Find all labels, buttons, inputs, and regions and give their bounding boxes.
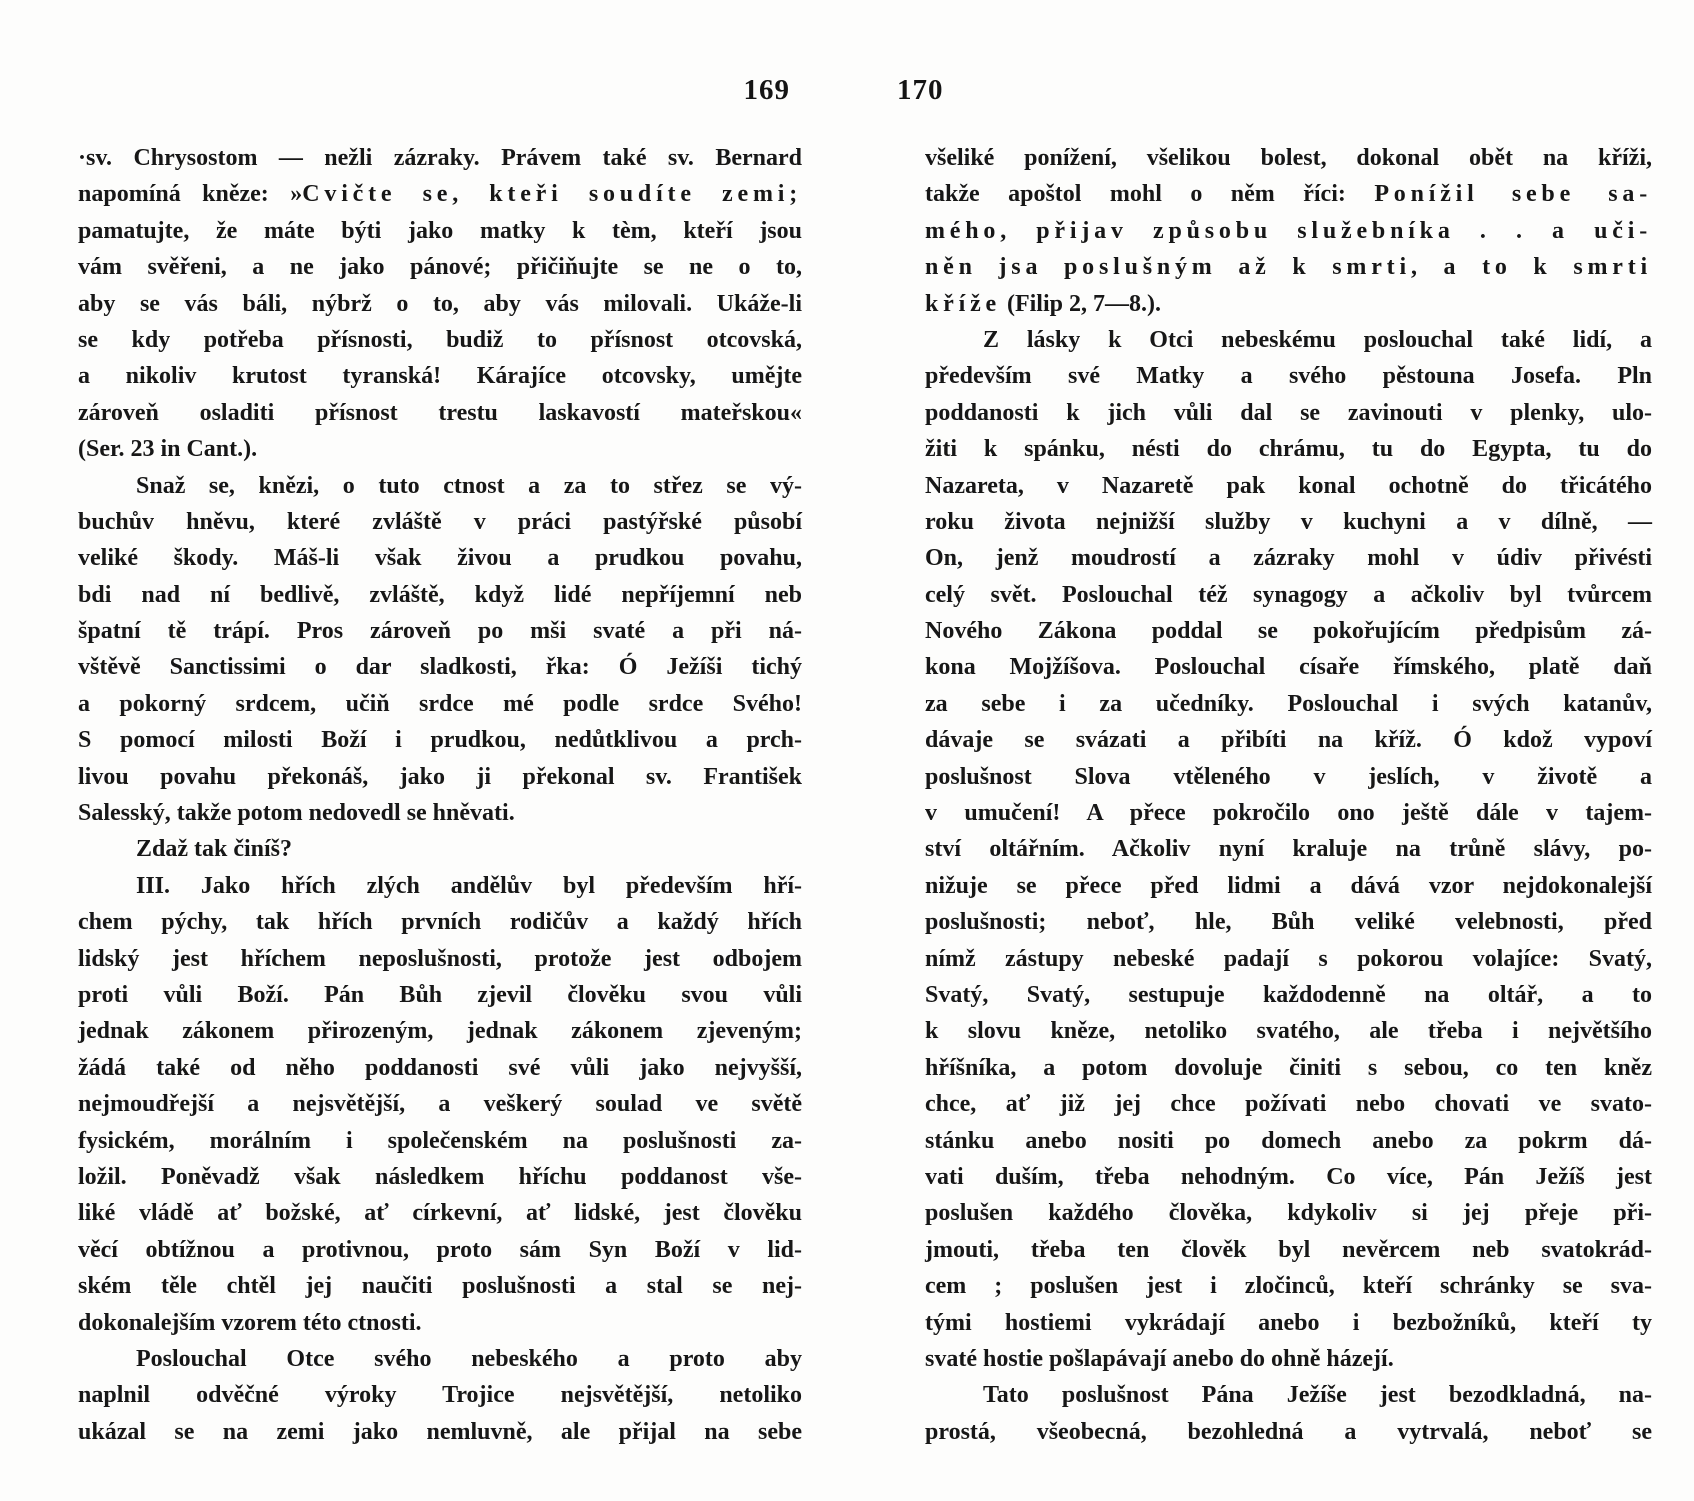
text-line <box>925 1195 1652 1231</box>
text-line <box>78 577 802 613</box>
body-text: Snaž se, knězi, o tuto ctnost a za to střez se vý- <box>136 472 802 499</box>
text-line <box>925 249 1652 285</box>
body-text: tými hostiemi vykrádají anebo i bezbožníků, kteří ty <box>925 1309 1652 1336</box>
body-text: se kdy potřeba přísnosti, budiž to přísnost otcovská, <box>78 326 802 353</box>
text-line <box>925 722 1652 758</box>
body-text: vštěvě Sanctissimi o dar sladkosti, řka: Ó Ježíši tichý <box>78 654 802 681</box>
text-line <box>78 1050 802 1086</box>
text-line <box>78 1305 802 1341</box>
right-text-column <box>925 140 1652 1450</box>
text-line <box>78 977 802 1013</box>
body-text: Tato poslušnost Pána Ježíše jest bezodkladná, na- <box>983 1382 1652 1409</box>
text-line <box>78 1414 802 1450</box>
text-line <box>925 1305 1652 1341</box>
body-text: hříšníka, a potom dovoluje činiti s sebou, co ten kněz <box>925 1054 1652 1081</box>
body-text: celý svět. Poslouchal též synagogy a ačkoliv byl tvůrcem <box>925 581 1652 608</box>
text-line <box>925 904 1652 940</box>
body-text: vati duším, třeba nehodným. Co více, Pán Ježíš jest <box>925 1163 1652 1190</box>
body-text: lidský jest hříchem neposlušnosti, protože jest odbojem <box>78 945 802 972</box>
body-text: S pomocí milosti Boží i prudkou, nedůtklivou a prch- <box>78 727 802 754</box>
text-line <box>925 868 1652 904</box>
text-line <box>925 649 1652 685</box>
letterspaced-text: Ponížil sebe sa- <box>1374 181 1652 208</box>
text-line <box>78 868 802 904</box>
text-line <box>925 1050 1652 1086</box>
body-text: (Filip 2, 7—8.). <box>1000 290 1161 317</box>
text-line <box>925 540 1652 576</box>
text-line <box>925 358 1652 394</box>
text-line <box>925 1268 1652 1304</box>
text-line <box>78 1341 802 1377</box>
body-text: ství oltářním. Ačkoliv nyní kraluje na trůně slávy, po- <box>925 836 1652 863</box>
body-text: žiti k spánku, nésti do chrámu, tu do Egypta, tu do <box>925 436 1652 463</box>
body-text: za sebe i za učedníky. Poslouchal i svých katanův, <box>925 690 1652 717</box>
text-line <box>78 176 802 212</box>
body-text: stánku anebo nositi po domech anebo za pokrm dá- <box>925 1127 1652 1154</box>
text-line <box>78 1195 802 1231</box>
text-line <box>925 504 1652 540</box>
body-text: fysickém, morálním i společenském na poslušnosti za- <box>78 1127 802 1154</box>
body-text: Z lásky k Otci nebeskému poslouchal také lidí, a <box>983 326 1652 353</box>
body-text: a pokorný srdcem, učiň srdce mé podle srdce Svého! <box>78 690 802 717</box>
body-text: a nikoliv krutost tyranská! Kárajíce otcovsky, umějte <box>78 363 802 390</box>
body-text: dávaje se svázati a přibíti na kříž. Ó kdož vypoví <box>925 727 1652 754</box>
text-line <box>78 795 802 831</box>
letterspaced-text: kříže <box>925 290 1001 317</box>
body-text: ložil. Poněvadž však následkem hříchu poddanost vše- <box>78 1163 802 1190</box>
body-text: nímž zástupy nebeské padají s pokorou volajíce: Svatý, <box>925 945 1652 972</box>
body-text: aby se vás báli, nýbrž o to, aby vás milovali. Ukáže-li <box>78 290 802 317</box>
body-text: nižuje se přece před lidmi a dává vzor nejdokonalejší <box>925 872 1652 899</box>
text-line <box>78 613 802 649</box>
body-text: naplnil odvěčné výroky Trojice nejsvětější, netoliko <box>78 1382 802 1409</box>
text-line <box>78 1013 802 1049</box>
body-text: (Ser. 23 in Cant.). <box>78 436 258 463</box>
text-line <box>78 759 802 795</box>
text-line <box>925 977 1652 1013</box>
text-line <box>78 1123 802 1159</box>
body-text: bdi nad ní bedlivě, zvláště, když lidé nepříjemní neb <box>78 581 802 608</box>
text-line <box>925 176 1652 212</box>
right-page-number: 170 <box>897 74 944 106</box>
text-line <box>78 249 802 285</box>
text-line <box>78 358 802 394</box>
text-line <box>925 1013 1652 1049</box>
text-line <box>925 1086 1652 1122</box>
left-page-number: 169 <box>743 74 790 106</box>
body-text: poddanosti k jich vůli dal se zavinouti v plenky, ulo- <box>925 399 1652 426</box>
text-line <box>925 1232 1652 1268</box>
text-line <box>78 213 802 249</box>
text-line <box>925 395 1652 431</box>
body-text: všeliké ponížení, všelikou bolest, dokonal obět na kříži, <box>925 145 1652 171</box>
body-text: v umučení! A přece pokročilo ono ještě dále v tajem- <box>925 800 1652 827</box>
text-line <box>78 722 802 758</box>
body-text: prostá, všeobecná, bezohledná a vytrvalá, neboť se <box>925 1418 1652 1445</box>
body-text: chce, ať již jej chce požívati nebo chovati ve svato- <box>925 1091 1652 1118</box>
text-line <box>925 1414 1652 1450</box>
text-line <box>925 686 1652 722</box>
body-text: III. Jako hřích zlých andělův byl především hří- <box>136 872 802 899</box>
text-line <box>78 904 802 940</box>
text-line <box>78 1232 802 1268</box>
text-line <box>925 140 1652 176</box>
text-line <box>78 431 802 467</box>
text-line <box>925 613 1652 649</box>
letterspaced-text: mého, přijav způsobu služebníka . . a uči- <box>925 217 1652 244</box>
text-line <box>925 286 1652 322</box>
text-line <box>78 649 802 685</box>
text-line <box>78 468 802 504</box>
text-line <box>78 686 802 722</box>
body-text: ·sv. Chrysostom — nežli zázraky. Právem také sv. Bernard <box>78 145 802 171</box>
body-text: věcí obtížnou a protivnou, proto sám Syn Boží v lid- <box>78 1236 802 1263</box>
body-text: takže apoštol mohl o něm říci: <box>925 181 1375 208</box>
body-text: chem pýchy, tak hřích prvních rodičův a každý hřích <box>78 909 802 936</box>
text-line <box>78 286 802 322</box>
body-text: především své Matky a svého pěstouna Josefa. Pln <box>925 363 1652 390</box>
text-line <box>925 941 1652 977</box>
text-line <box>78 540 802 576</box>
text-line <box>925 1341 1652 1377</box>
body-text: Salesský, takže potom nedovedl se hněvati. <box>78 800 515 827</box>
letterspaced-text: něn jsa poslušným až k smrti, a to k smrti <box>925 254 1652 281</box>
text-line <box>78 140 802 176</box>
body-text: livou povahu překonáš, jako ji překonal sv. František <box>78 763 802 790</box>
text-line <box>925 213 1652 249</box>
body-text: kona Mojžíšova. Poslouchal císaře římského, platě daň <box>925 654 1652 681</box>
body-text: svaté hostie pošlapávají anebo do ohně házejí. <box>925 1345 1394 1372</box>
text-line <box>925 1377 1652 1413</box>
body-text: špatní tě trápí. Pros zároveň po mši svaté a při ná- <box>78 618 802 645</box>
text-line <box>78 395 802 431</box>
text-line <box>78 322 802 358</box>
text-line <box>78 941 802 977</box>
text-line <box>925 759 1652 795</box>
text-line <box>78 1377 802 1413</box>
body-text: jednak zákonem přirozeným, jednak zákonem zjeveným; <box>78 1018 802 1045</box>
text-line <box>78 504 802 540</box>
body-text: napomíná kněze: » <box>78 181 303 208</box>
body-text: vám svěřeni, a ne jako pánové; přičiňujte se ne o to, <box>78 254 802 281</box>
body-text: poslušnosti; neboť, hle, Bůh veliké velebnosti, před <box>925 909 1652 936</box>
body-text: Zdaž tak činíš? <box>136 836 293 863</box>
text-line <box>925 1123 1652 1159</box>
letterspaced-text: Cvičte se, kteři soudíte zemi; <box>302 181 802 208</box>
text-line <box>925 468 1652 504</box>
text-line <box>925 322 1652 358</box>
text-line <box>78 1086 802 1122</box>
text-line <box>925 577 1652 613</box>
text-line <box>925 431 1652 467</box>
left-text-column <box>78 140 802 1450</box>
body-text: pamatujte, že máte býti jako matky k tèm, kteří jsou <box>78 217 802 244</box>
text-line <box>78 1159 802 1195</box>
body-text: zároveň osladiti přísnost trestu laskavostí mateřskou« <box>78 399 802 426</box>
body-text: Svatý, Svatý, sestupuje každodenně na oltář, a to <box>925 981 1652 1008</box>
body-text: roku života nejnižší služby v kuchyni a v dílně, — <box>925 508 1652 535</box>
body-text: ukázal se na zemi jako nemluvně, ale přijal na sebe <box>78 1418 802 1445</box>
text-line <box>925 1159 1652 1195</box>
body-text: Nového Zákona poddal se pokořujícím předpisům zá- <box>925 618 1652 645</box>
body-text: Nazareta, v Nazaretě pak konal ochotně do třicátého <box>925 472 1652 499</box>
body-text: k slovu kněze, netoliko svatého, ale třeba i největšího <box>925 1018 1652 1045</box>
body-text: jmouti, třeba ten člověk byl nevěrcem neb svatokrád- <box>925 1236 1652 1263</box>
body-text: liké vládě ať božské, ať církevní, ať lidské, jest člověku <box>78 1200 802 1227</box>
body-text: On, jenž moudrostí a zázraky mohl v údiv přivésti <box>925 545 1652 572</box>
body-text: buchův hněvu, které zvláště v práci pastýřské působí <box>78 508 802 535</box>
body-text: poslušen každého člověka, kdykoliv si jej přeje při- <box>925 1200 1652 1227</box>
body-text: dokonalejším vzorem této ctnosti. <box>78 1309 422 1336</box>
body-text: Poslouchal Otce svého nebeského a proto aby <box>136 1345 802 1372</box>
body-text: nejmoudřejší a nejsvětější, a veškerý soulad ve světě <box>78 1091 802 1118</box>
body-text: veliké škody. Máš-li však živou a prudkou povahu, <box>78 545 802 572</box>
body-text: ském těle chtěl jej naučiti poslušnosti a stal se nej- <box>78 1273 802 1300</box>
body-text: proti vůli Boží. Pán Bůh zjevil člověku svou vůli <box>78 981 802 1008</box>
text-line <box>78 1268 802 1304</box>
text-line <box>925 795 1652 831</box>
body-text: žádá také od něho poddanosti své vůli jako nejvyšší, <box>78 1054 802 1081</box>
text-line <box>78 831 802 867</box>
body-text: cem ; poslušen jest i zločinců, kteří schránky se sva- <box>925 1273 1652 1300</box>
text-line <box>925 831 1652 867</box>
body-text: poslušnost Slova vtěleného v jeslích, v životě a <box>925 763 1652 790</box>
